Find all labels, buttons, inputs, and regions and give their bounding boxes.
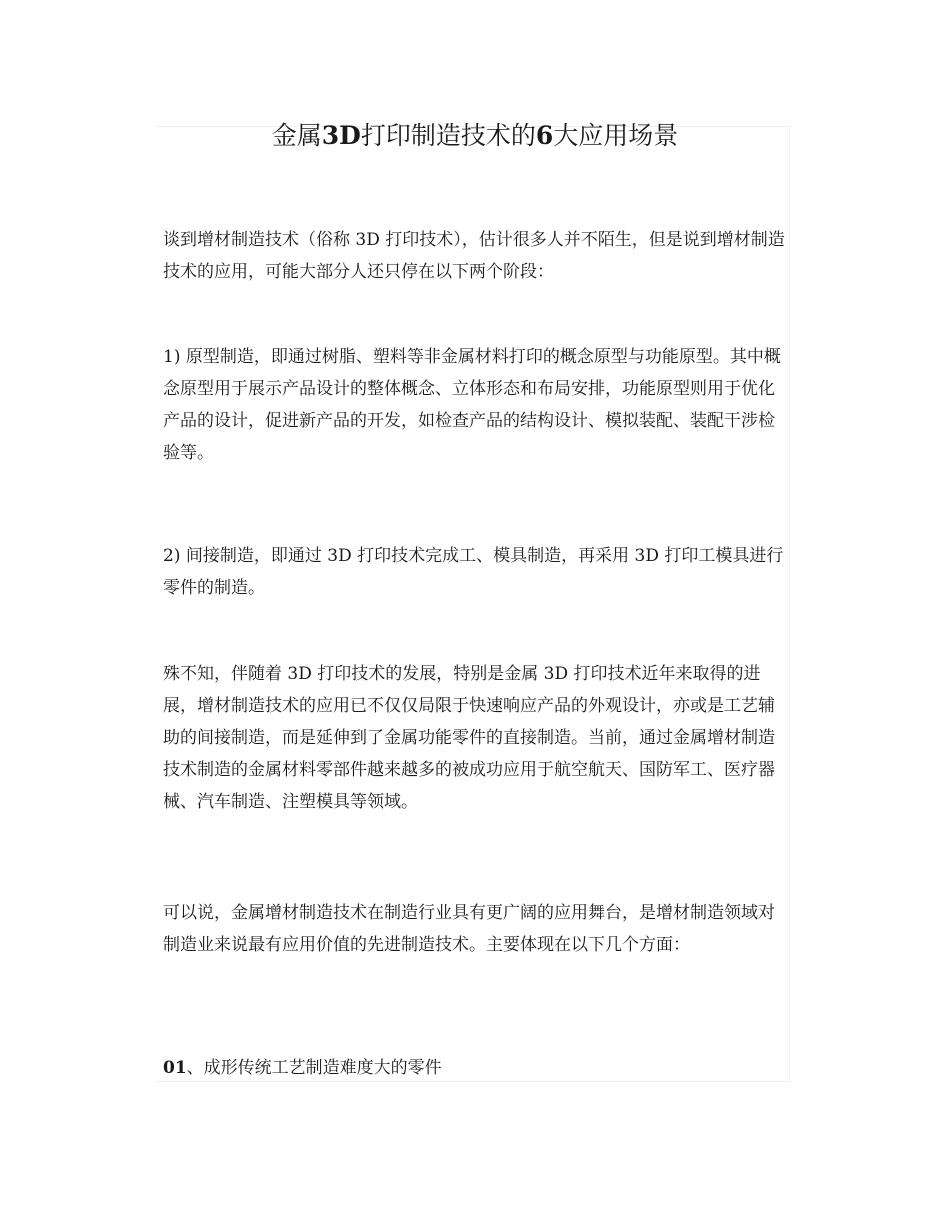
section-heading-text: 、成形传统工艺制造难度大的零件: [186, 1058, 442, 1078]
title-part-2: 打印制造技术的: [360, 121, 536, 150]
development-paragraph: 殊不知，伴随着 3D 打印技术的发展，特别是金属 3D 打印技术近年来取得的进展，增材制造技术的应用已不仅仅局限于快速响应产品的外观设计，亦或是工艺辅助的间接制造，而是延伸到了金属功能零件的直接制造。当前，通过金属增材制造技术制造的金属材料零部件越来越多的被成功应用于航空航天、国防军工、医疗器械、汽车制造、注塑模具等领域。: [163, 664, 775, 812]
section-heading: [163, 1052, 789, 1084]
title-bold-3d: 3D: [321, 121, 361, 150]
title-bold-6: 6: [535, 121, 554, 150]
indirect-paragraph: 2) 间接制造，即通过 3D 打印技术完成工、模具制造，再采用 3D 打印工模具进行零件的制造。: [163, 546, 784, 598]
intro-paragraph: 谈到增材制造技术（俗称 3D 打印技术），估计很多人并不陌生，但是说到增材制造技术的应用，可能大部分人还只停在以下两个阶段：: [163, 230, 785, 282]
title-part-1: 金属: [271, 121, 322, 150]
prototype-paragraph: 1) 原型制造，即通过树脂、塑料等非金属材料打印的概念原型与功能原型。其中概念原型用于展示产品设计的整体概念、立体形态和布局安排，功能原型则用于优化产品的设计，促进新产品的开发，如检查产品的结构设计、模拟装配、装配干涉检验等。: [163, 347, 781, 463]
section-number: 01: [163, 1058, 187, 1078]
title-part-3: 大应用场景: [553, 121, 679, 150]
summary-paragraph: 可以说，金属增材制造技术在制造行业具有更广阔的应用舞台，是增材制造领域对制造业来说最有应用价值的先进制造技术。主要体现在以下几个方面：: [163, 903, 775, 955]
page-title: [160, 114, 790, 158]
